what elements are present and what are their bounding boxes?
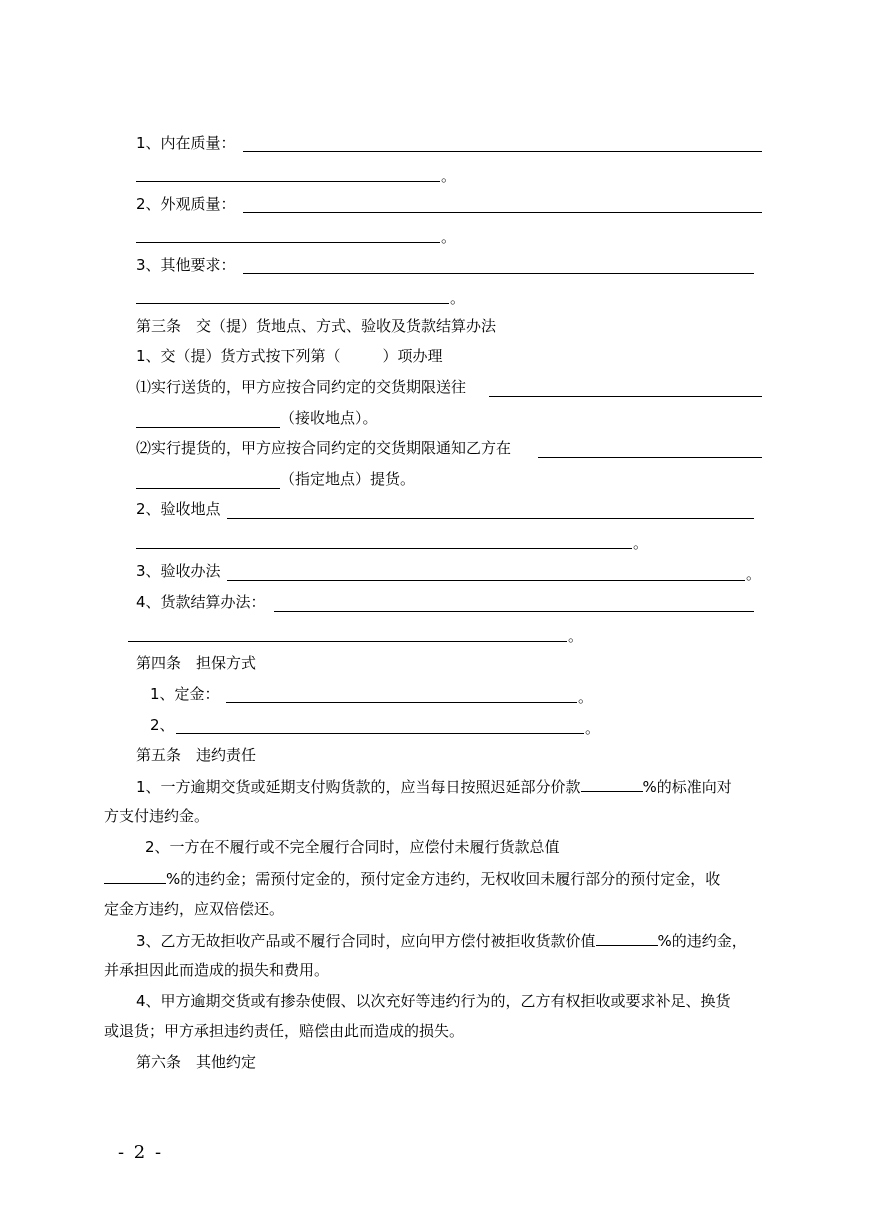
page-number: - 2 -	[118, 1142, 164, 1163]
inspection-method-line[interactable]	[227, 580, 745, 581]
article-3-title: 第三条 交（提）货地点、方式、验收及货款结算办法	[136, 317, 497, 335]
liability-3-line-1	[136, 930, 747, 950]
guarantee-item-2-line[interactable]	[176, 733, 584, 734]
pickup-place-line[interactable]	[538, 457, 762, 458]
period-mark: 。	[441, 167, 457, 185]
nonperformance-rate-blank[interactable]	[104, 868, 166, 884]
liability-2-line-2	[104, 868, 720, 888]
liability-1-line-1	[136, 776, 732, 796]
inspection-place-line-1[interactable]	[227, 518, 754, 519]
liability-1-text-b: %的标准向对	[642, 778, 732, 796]
article-4-title: 第四条 担保方式	[136, 654, 257, 672]
rejection-rate-blank[interactable]	[596, 930, 658, 946]
delivery-method-text-b: ）项办理	[382, 347, 443, 365]
other-requirements-line-2[interactable]	[136, 303, 449, 304]
guarantee-item-2-label: 2、	[150, 716, 175, 734]
inspection-method-label: 3、验收办法	[136, 562, 221, 580]
settlement-method-line-2[interactable]	[128, 641, 567, 642]
delivery-clause-end: （接收地点）。	[280, 409, 378, 427]
delivery-clause: ⑴实行送货的，甲方应按合同约定的交货期限送往	[136, 378, 467, 396]
liability-1-line-2: 方支付违约金。	[104, 807, 210, 825]
internal-quality-line-2[interactable]	[136, 181, 440, 182]
article-6-title: 第六条 其他约定	[136, 1053, 257, 1071]
settlement-method-label: 4、货款结算办法：	[136, 593, 266, 611]
liability-3-text-b: %的违约金，	[657, 932, 747, 950]
pickup-designated-place-line[interactable]	[136, 488, 280, 489]
inspection-place-label: 2、验收地点	[136, 500, 221, 518]
delivery-method-option	[136, 346, 443, 366]
appearance-quality-label: 2、外观质量：	[136, 195, 236, 213]
liability-2-line-1: 2、一方在不履行或不完全履行合同时，应偿付未履行货款总值	[145, 838, 560, 856]
inspection-place-line-2[interactable]	[136, 548, 632, 549]
liability-1-text-a: 1、一方逾期交货或延期支付购货款的，应当每日按照迟延部分价款	[136, 778, 581, 796]
other-requirements-label: 3、其他要求：	[136, 256, 236, 274]
period-mark: 。	[633, 534, 649, 552]
internal-quality-label: 1、内在质量：	[136, 134, 236, 152]
liability-3-text-a: 3、乙方无故拒收产品或不履行合同时，应向甲方偿付被拒收货款价值	[136, 932, 596, 950]
delivery-destination-line[interactable]	[489, 396, 762, 397]
pickup-clause-end: （指定地点）提货。	[280, 470, 416, 488]
period-mark: 。	[568, 627, 584, 645]
liability-3-line-2: 并承担因此而造成的损失和费用。	[104, 961, 330, 979]
period-mark: 。	[746, 565, 762, 583]
liability-2-line-3: 定金方违约，应双倍偿还。	[104, 900, 285, 918]
period-mark: 。	[578, 688, 594, 706]
delivery-receiving-place-line[interactable]	[136, 427, 280, 428]
delivery-method-text-a: 1、交（提）货方式按下列第（	[136, 347, 341, 365]
internal-quality-line-1[interactable]	[243, 151, 762, 152]
period-mark: 。	[450, 289, 466, 307]
settlement-method-line-1[interactable]	[274, 611, 754, 612]
deposit-label: 1、定金：	[150, 685, 220, 703]
period-mark: 。	[441, 228, 457, 246]
deposit-line[interactable]	[226, 702, 577, 703]
pickup-clause: ⑵实行提货的，甲方应按合同约定的交货期限通知乙方在	[136, 439, 512, 457]
period-mark: 。	[585, 719, 601, 737]
liability-4-line-2: 或退货；甲方承担违约责任，赔偿由此而造成的损失。	[104, 1022, 465, 1040]
other-requirements-line-1[interactable]	[243, 273, 754, 274]
liability-2-text-b: %的违约金；需预付定金的，预付定金方违约，无权收回未履行部分的预付定金，收	[166, 870, 721, 888]
late-penalty-rate-blank[interactable]	[581, 776, 643, 792]
appearance-quality-line-2[interactable]	[136, 242, 440, 243]
appearance-quality-line-1[interactable]	[243, 212, 762, 213]
liability-4-line-1: 4、甲方逾期交货或有掺杂使假、以次充好等违约行为的，乙方有权拒收或要求补足、换货	[136, 992, 731, 1010]
article-5-title: 第五条 违约责任	[136, 746, 257, 764]
